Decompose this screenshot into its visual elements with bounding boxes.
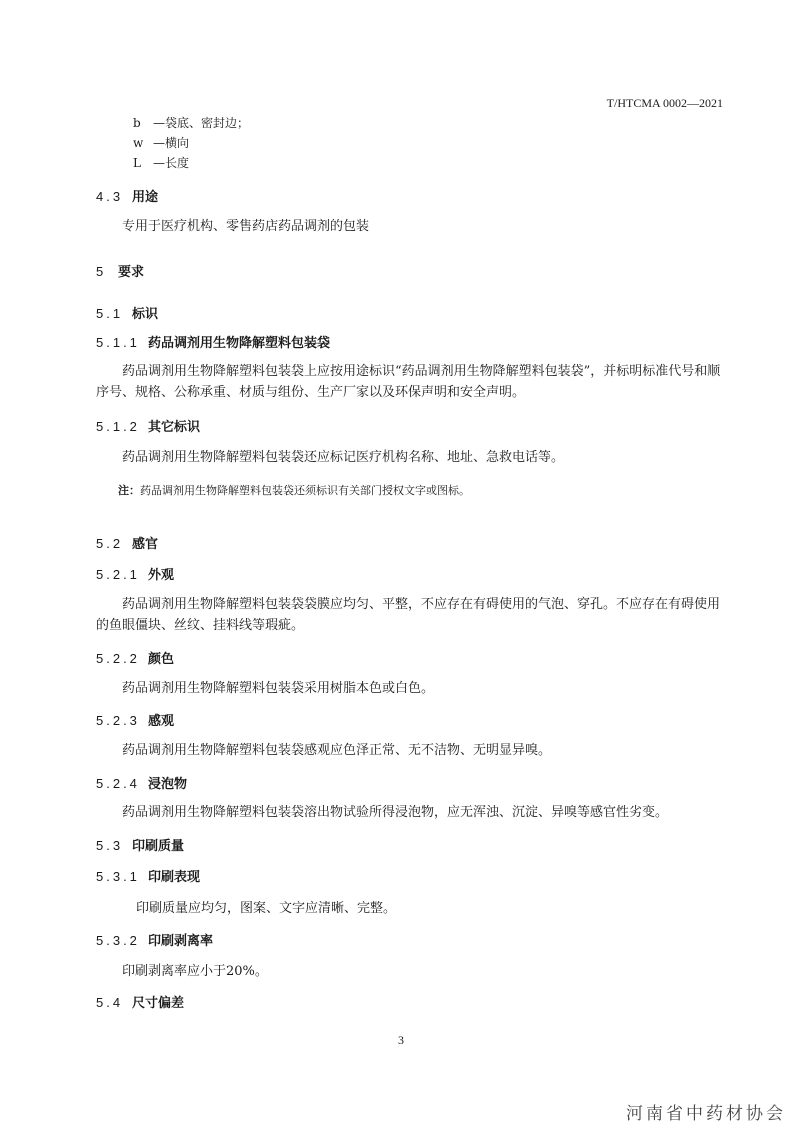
section-5-2-2-heading xyxy=(96,648,174,667)
definition-b xyxy=(133,113,249,133)
page-number: 3 xyxy=(398,1033,404,1047)
section-5-3-heading xyxy=(96,835,184,854)
section-title: 要求 xyxy=(118,265,145,280)
section-number: 5.3 xyxy=(96,838,124,853)
section-title: 印刷剥离率 xyxy=(148,934,214,949)
section-5-2-1-heading xyxy=(96,564,174,583)
section-5-1-2-heading xyxy=(96,416,200,435)
section-5-2-3-heading xyxy=(96,710,174,729)
section-4-3-heading xyxy=(96,186,158,205)
section-title: 印刷质量 xyxy=(132,839,185,854)
section-5-3-2-heading xyxy=(96,930,213,949)
document-number: T/HTCMA 0002—2021 xyxy=(606,96,723,110)
section-title: 尺寸偏差 xyxy=(132,996,185,1011)
section-5-2-4-body: 药品调剂用生物降解塑料包装袋溶出物试验所得浸泡物，应无浑浊、沉淀、异嗅等感官性劣变。 xyxy=(122,805,669,820)
section-number: 5.2.2 xyxy=(96,651,140,666)
definition-l xyxy=(133,153,249,173)
section-title: 浸泡物 xyxy=(148,777,188,792)
section-number: 4.3 xyxy=(96,189,124,204)
section-title: 感观 xyxy=(148,714,175,729)
section-5-2-4-heading xyxy=(96,773,187,792)
section-5-2-3-body: 药品调剂用生物降解塑料包装袋感观应色泽正常、无不洁物、无明显异嗅。 xyxy=(122,743,552,758)
section-title: 其它标识 xyxy=(148,420,201,435)
section-title: 用途 xyxy=(132,190,159,205)
section-title: 颜色 xyxy=(148,652,175,667)
section-number: 5.1 xyxy=(96,306,124,321)
note xyxy=(118,482,470,498)
definition-symbol: L xyxy=(133,156,141,170)
section-number: 5 xyxy=(96,264,107,279)
organization-watermark: 河南省中药材协会 xyxy=(626,1104,786,1124)
section-number: 5.1.2 xyxy=(96,419,140,434)
section-5-1-2-body: 药品调剂用生物降解塑料包装袋还应标记医疗机构名称、地址、急救电话等。 xyxy=(122,450,565,465)
section-5-3-1-body: 印刷质量应均匀，图案、文字应清晰、完整。 xyxy=(136,901,397,916)
definition-text: —长度 xyxy=(153,156,190,170)
section-number: 5.3.1 xyxy=(96,869,140,884)
section-title: 外观 xyxy=(148,568,175,583)
section-5-2-2-body: 药品调剂用生物降解塑料包装袋采用树脂本色或白色。 xyxy=(122,681,435,696)
definition-symbol: b xyxy=(133,116,141,130)
symbol-definition-list xyxy=(133,113,249,173)
section-number: 5.2 xyxy=(96,536,124,551)
section-number: 5.3.2 xyxy=(96,933,140,948)
section-number: 5.4 xyxy=(96,995,124,1010)
definition-text: —横向 xyxy=(153,136,190,150)
definition-text: —袋底、密封边； xyxy=(153,116,250,130)
definition-w xyxy=(133,133,249,153)
section-5-1-heading xyxy=(96,303,158,322)
section-4-3-body: 专用于医疗机构、零售药店药品调剂的包装 xyxy=(122,219,370,234)
note-text: 药品调剂用生物降解塑料包装袋还须标识有关部门授权文字或图标。 xyxy=(140,484,470,497)
section-5-3-1-heading xyxy=(96,866,200,885)
note-label: 注： xyxy=(118,484,140,497)
section-number: 5.1.1 xyxy=(96,335,140,350)
section-5-1-1-body: 药品调剂用生物降解塑料包装袋上应按用途标识“药品调剂用生物降解塑料包装袋”，并标明标准代号和顺序号、规格、公称承重、材质与组份、生产厂家以及环保声明和安全声明。 xyxy=(96,364,721,400)
section-5-2-1-body: 药品调剂用生物降解塑料包装袋袋膜应均匀、平整，不应存在有碍使用的气泡、穿孔。不应存在有碍使用的鱼眼僵块、丝纹、挂料线等瑕疵。 xyxy=(96,597,721,633)
section-5-1-1-heading xyxy=(96,332,330,351)
section-title: 印刷表现 xyxy=(148,870,201,885)
section-number: 5.2.1 xyxy=(96,567,140,582)
definition-symbol: w xyxy=(133,136,144,150)
section-title: 感官 xyxy=(132,537,159,552)
section-5-4-heading xyxy=(96,992,184,1011)
section-number: 5.2.3 xyxy=(96,713,140,728)
section-title: 药品调剂用生物降解塑料包装袋 xyxy=(148,336,331,351)
section-5-2-heading xyxy=(96,533,158,552)
section-title: 标识 xyxy=(132,307,159,322)
section-5-3-2-body: 印刷剥离率应小于20%。 xyxy=(122,964,268,979)
section-number: 5.2.4 xyxy=(96,776,140,791)
section-5-heading xyxy=(96,261,144,280)
